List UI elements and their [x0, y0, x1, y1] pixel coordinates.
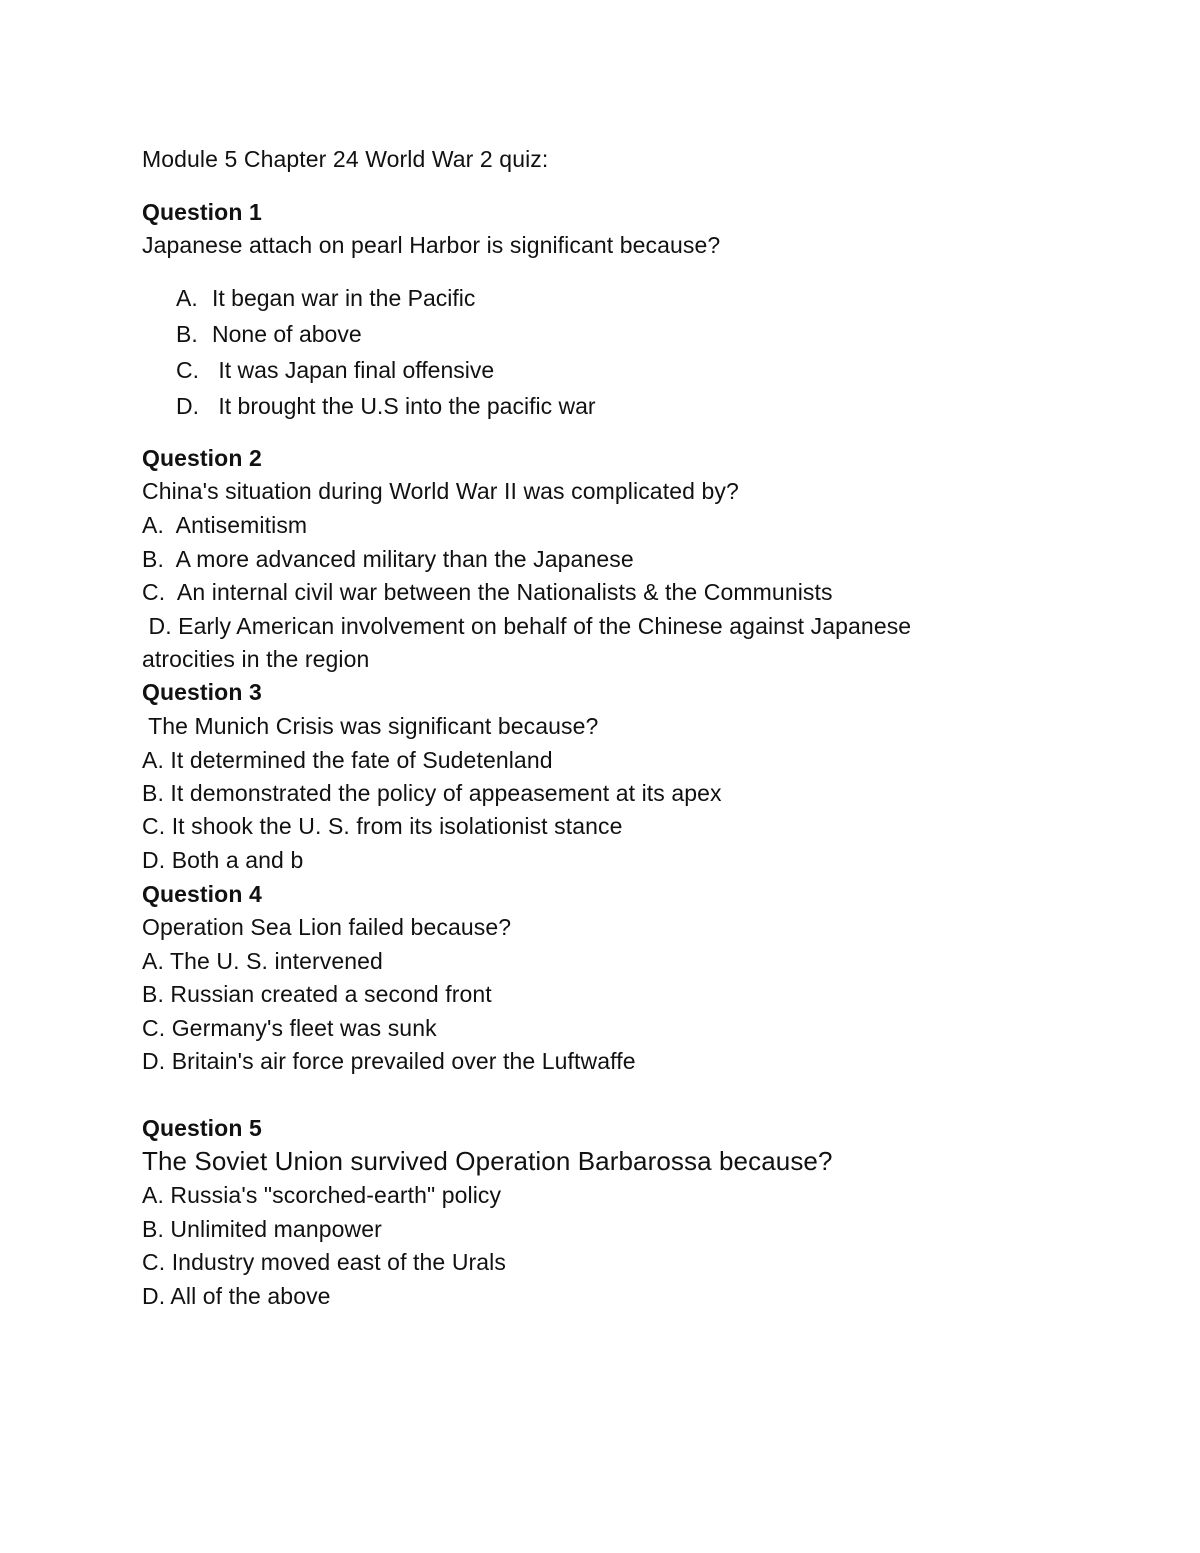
question-4-option-d: D. Britain's air force prevailed over the Luftwaffe: [142, 1048, 636, 1074]
question-3-option-c: C. It shook the U. S. from its isolationist stance: [142, 813, 623, 839]
question-4-option-a: A. The U. S. intervened: [142, 948, 383, 974]
question-5-option-d: D. All of the above: [142, 1283, 331, 1309]
question-1-heading: Question 1: [142, 199, 262, 225]
option-text: It brought the U.S into the pacific war: [212, 393, 596, 419]
question-5-option-b: B. Unlimited manpower: [142, 1216, 382, 1242]
question-3-option-b: B. It demonstrated the policy of appeasement at its apex: [142, 780, 722, 806]
question-2-prompt: China's situation during World War II was complicated by?: [142, 478, 739, 504]
option-letter: B.: [176, 321, 198, 347]
question-5-option-c: C. Industry moved east of the Urals: [142, 1249, 506, 1275]
option-letter: A.: [176, 285, 198, 311]
question-1-prompt: Japanese attach on pearl Harbor is significant because?: [142, 232, 721, 258]
document-title: Module 5 Chapter 24 World War 2 quiz:: [142, 146, 549, 172]
question-2-option-c: C. An internal civil war between the Nationalists & the Communists: [142, 579, 833, 605]
question-5-heading: Question 5: [142, 1115, 262, 1141]
question-3-heading: Question 3: [142, 679, 262, 705]
question-5-prompt: The Soviet Union survived Operation Barbarossa because?: [142, 1146, 833, 1176]
question-4-option-c: C. Germany's fleet was sunk: [142, 1015, 437, 1041]
question-4-prompt: Operation Sea Lion failed because?: [142, 914, 512, 940]
option-text: It was Japan final offensive: [212, 357, 495, 383]
question-5-option-a: A. Russia's "scorched-earth" policy: [142, 1182, 502, 1208]
question-3-prompt: The Munich Crisis was significant because?: [142, 713, 599, 739]
question-2-heading: Question 2: [142, 445, 262, 471]
question-3-option-d: D. Both a and b: [142, 847, 304, 873]
option-text: It began war in the Pacific: [212, 285, 476, 311]
question-2-option-a: A. Antisemitism: [142, 512, 308, 538]
question-2-option-b: B. A more advanced military than the Japanese: [142, 546, 634, 572]
option-text: None of above: [212, 321, 362, 347]
question-2-option-d: D. Early American involvement on behalf of the Chinese against Japanese: [142, 613, 912, 639]
question-3-option-a: A. It determined the fate of Sudetenland: [142, 747, 553, 773]
question-2-option-d-continued: atrocities in the region: [142, 646, 370, 672]
question-4-option-b: B. Russian created a second front: [142, 981, 492, 1007]
question-4-heading: Question 4: [142, 881, 262, 907]
option-letter: D.: [176, 393, 199, 419]
option-letter: C.: [176, 357, 199, 383]
